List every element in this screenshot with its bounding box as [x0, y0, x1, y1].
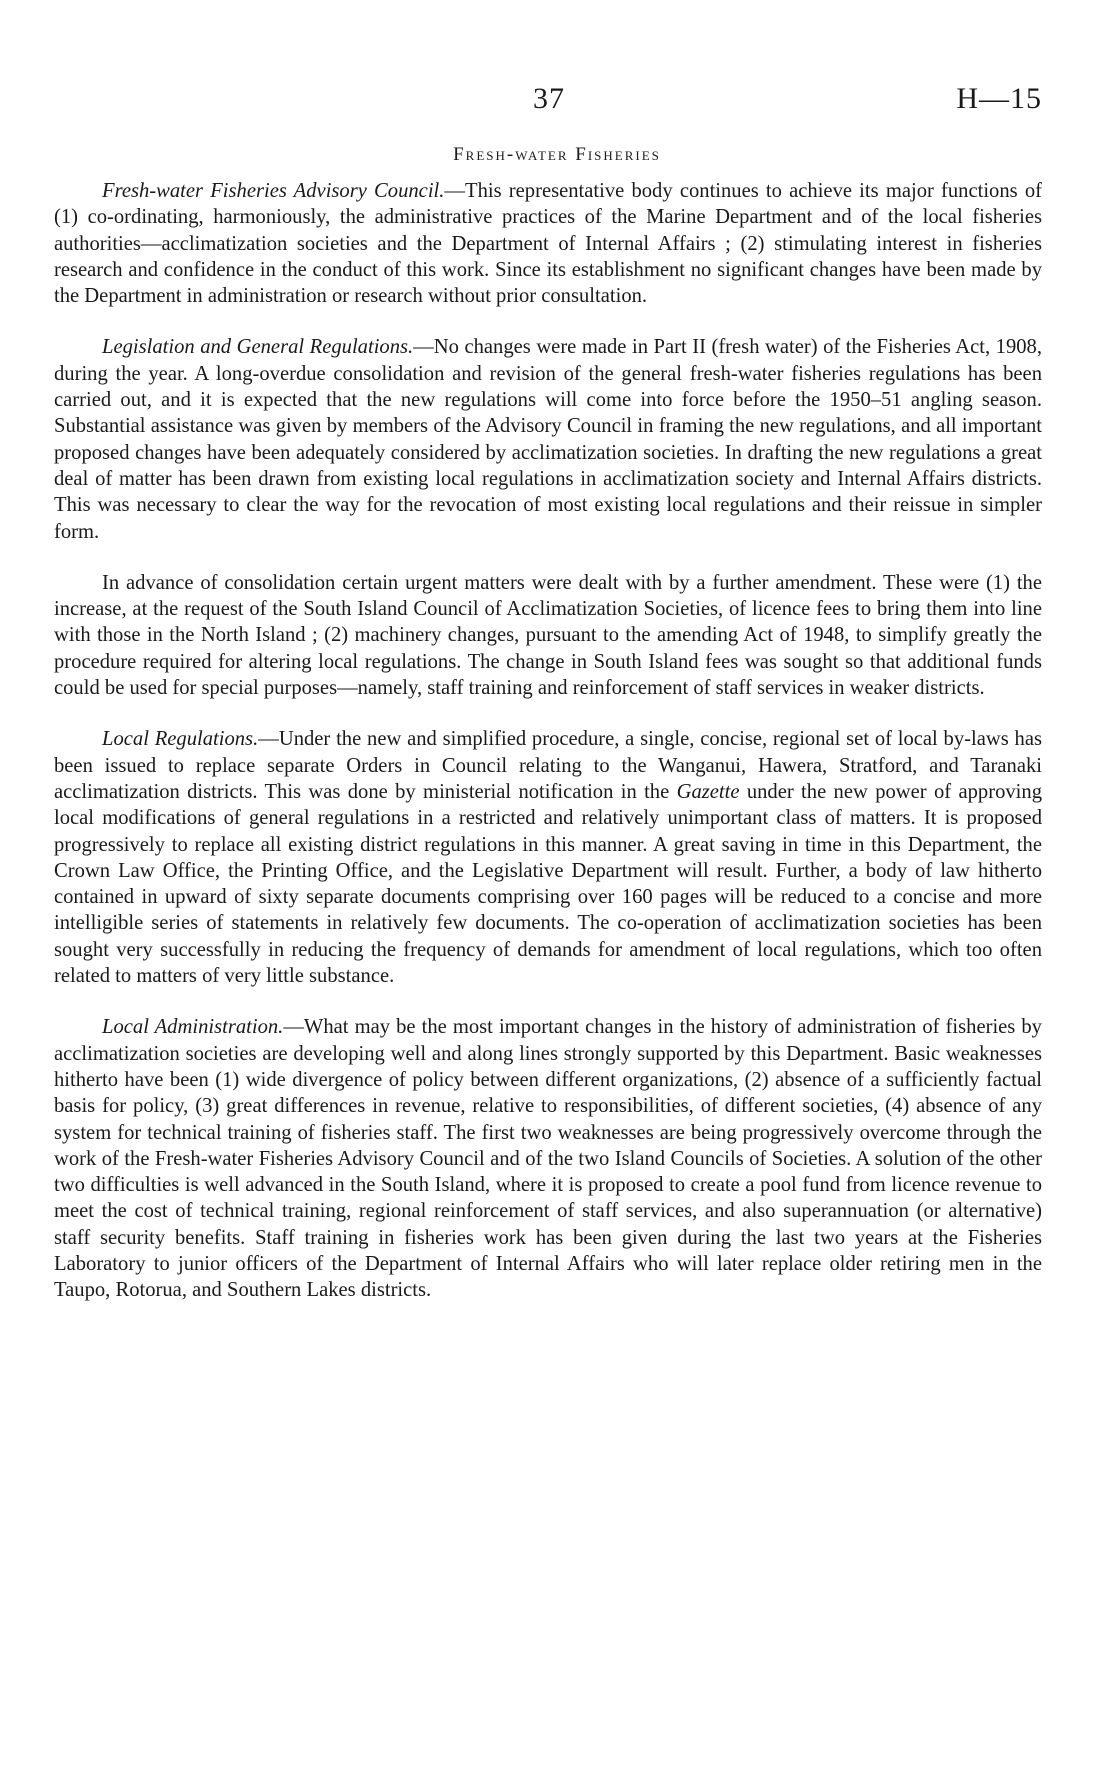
paragraph-heading: Fresh-water Fisheries Advisory Council.	[102, 180, 445, 202]
gazette-title: Gazette	[676, 780, 740, 803]
paragraph-text: —This representative body continues to achieve its major functions of (1) co-ordinating, harmoniously, the administrative practices of the Marine Department and of the local fisheries authorities—acclimatization societies and the Department of Internal Affairs ; (2) stimulating interest in fisheries research and confidence in the conduct of this work. Since its establishment no significant changes have been made by the Department in administration or research without prior consultation.	[54, 180, 1042, 308]
paragraph-advisory-council	[54, 178, 1042, 309]
paragraph-text: —Under the new and simplified procedure, a single, concise, regional set of local by-laws has been issued to replace separate Orders in Council relating to the Wanganui, Hawera, Stratford, and Taranaki acclimatization districts. This was done by ministerial notification in the	[54, 728, 1042, 803]
paragraph-text: —What may be the most important changes in the history of administration of fisheries by acclimatization societies are developing well and along lines strongly supported by this Department. Basic weaknesses hitherto have been (1) wide divergence of policy between different organizations, (2) absence of a sufficiently factual basis for policy, (3) great differences in revenue, relative to responsibilities, of different societies, (4) absence of any system for technical training of fisheries staff. The first two weaknesses are being progressively overcome through the work of the Fresh-water Fisheries Advisory Council and of the two Island Councils of Societies. A solution of the other two difficulties is well advanced in the South Island, where it is proposed to create a pool fund from licence revenue to meet the cost of technical training, regional reinforcement of staff services, and also superannuation (or alternative) staff security benefits. Staff training in fisheries work has been given during the last two years at the Fisheries Laboratory to junior officers of the Department of Internal Affairs who will later replace older retiring men in the Taupo, Rotorua, and Southern Lakes districts.	[54, 1016, 1042, 1302]
paragraph-text: —No changes were made in Part II (fresh water) of the Fisheries Act, 1908, during the year. A long-overdue consolidation and revision of the general fresh-water fisheries regulations has been carried out, and it is expected that the new regulations will come into force before the 1950–51 angling season. Substantial assistance was given by members of the Advisory Council in framing the new regulations, and all important proposed changes have been adequately considered by acclimatization societies. In drafting the new regulations a great deal of matter has been drawn from existing local regulations in acclimatization society and Internal Affairs districts. This was necessary to clear the way for the revocation of most existing local regulations and their reissue in simpler form.	[54, 336, 1042, 543]
paragraph-text: In advance of consolidation certain urgent matters were dealt with by a further amendment. These were (1) the increase, at the request of the South Island Council of Acclimatization Societies, of licence fees to bring them into line with those in the North Island ; (2) machinery changes, pursuant to the amending Act of 1948, to simplify greatly the procedure required for altering local regulations. The change in South Island fees was sought so that additional funds could be used for special purposes—namely, staff training and reinforcement of staff services in weaker districts.	[54, 571, 1042, 700]
section-title: Fresh-water Fisheries	[453, 144, 661, 165]
paragraph-local-administration	[54, 1014, 1042, 1303]
document-body	[54, 178, 1042, 1329]
paragraph-consolidation	[54, 570, 1042, 701]
paragraph-heading: Legislation and General Regulations.	[102, 336, 414, 359]
paragraph-legislation	[54, 334, 1042, 544]
page-number: 37	[533, 82, 565, 115]
document-code: H—15	[956, 82, 1042, 115]
paragraph-text: under the new power of approving local modifications of general regulations in a restricted and relatively unimportant class of matters. It is proposed progressively to replace all existing district regulations in this manner. A great saving in time in this Department, the Crown Law Office, the Printing Office, and the Legislative Department will result. Further, a body of law hitherto contained in upward of sixty separate documents comprising over 160 pages will be reduced to a concise and more intelligible series of statements in relatively few documents. The co-operation of acclimatization societies has been sought very successfully in reducing the frequency of demands for amendment of local regulations, which too often related to matters of very little substance.	[54, 780, 1042, 988]
paragraph-heading: Local Administration.	[102, 1016, 284, 1039]
paragraph-heading: Local Regulations.	[102, 728, 259, 751]
paragraph-local-regulations	[54, 726, 1042, 989]
page-header	[0, 82, 1114, 122]
